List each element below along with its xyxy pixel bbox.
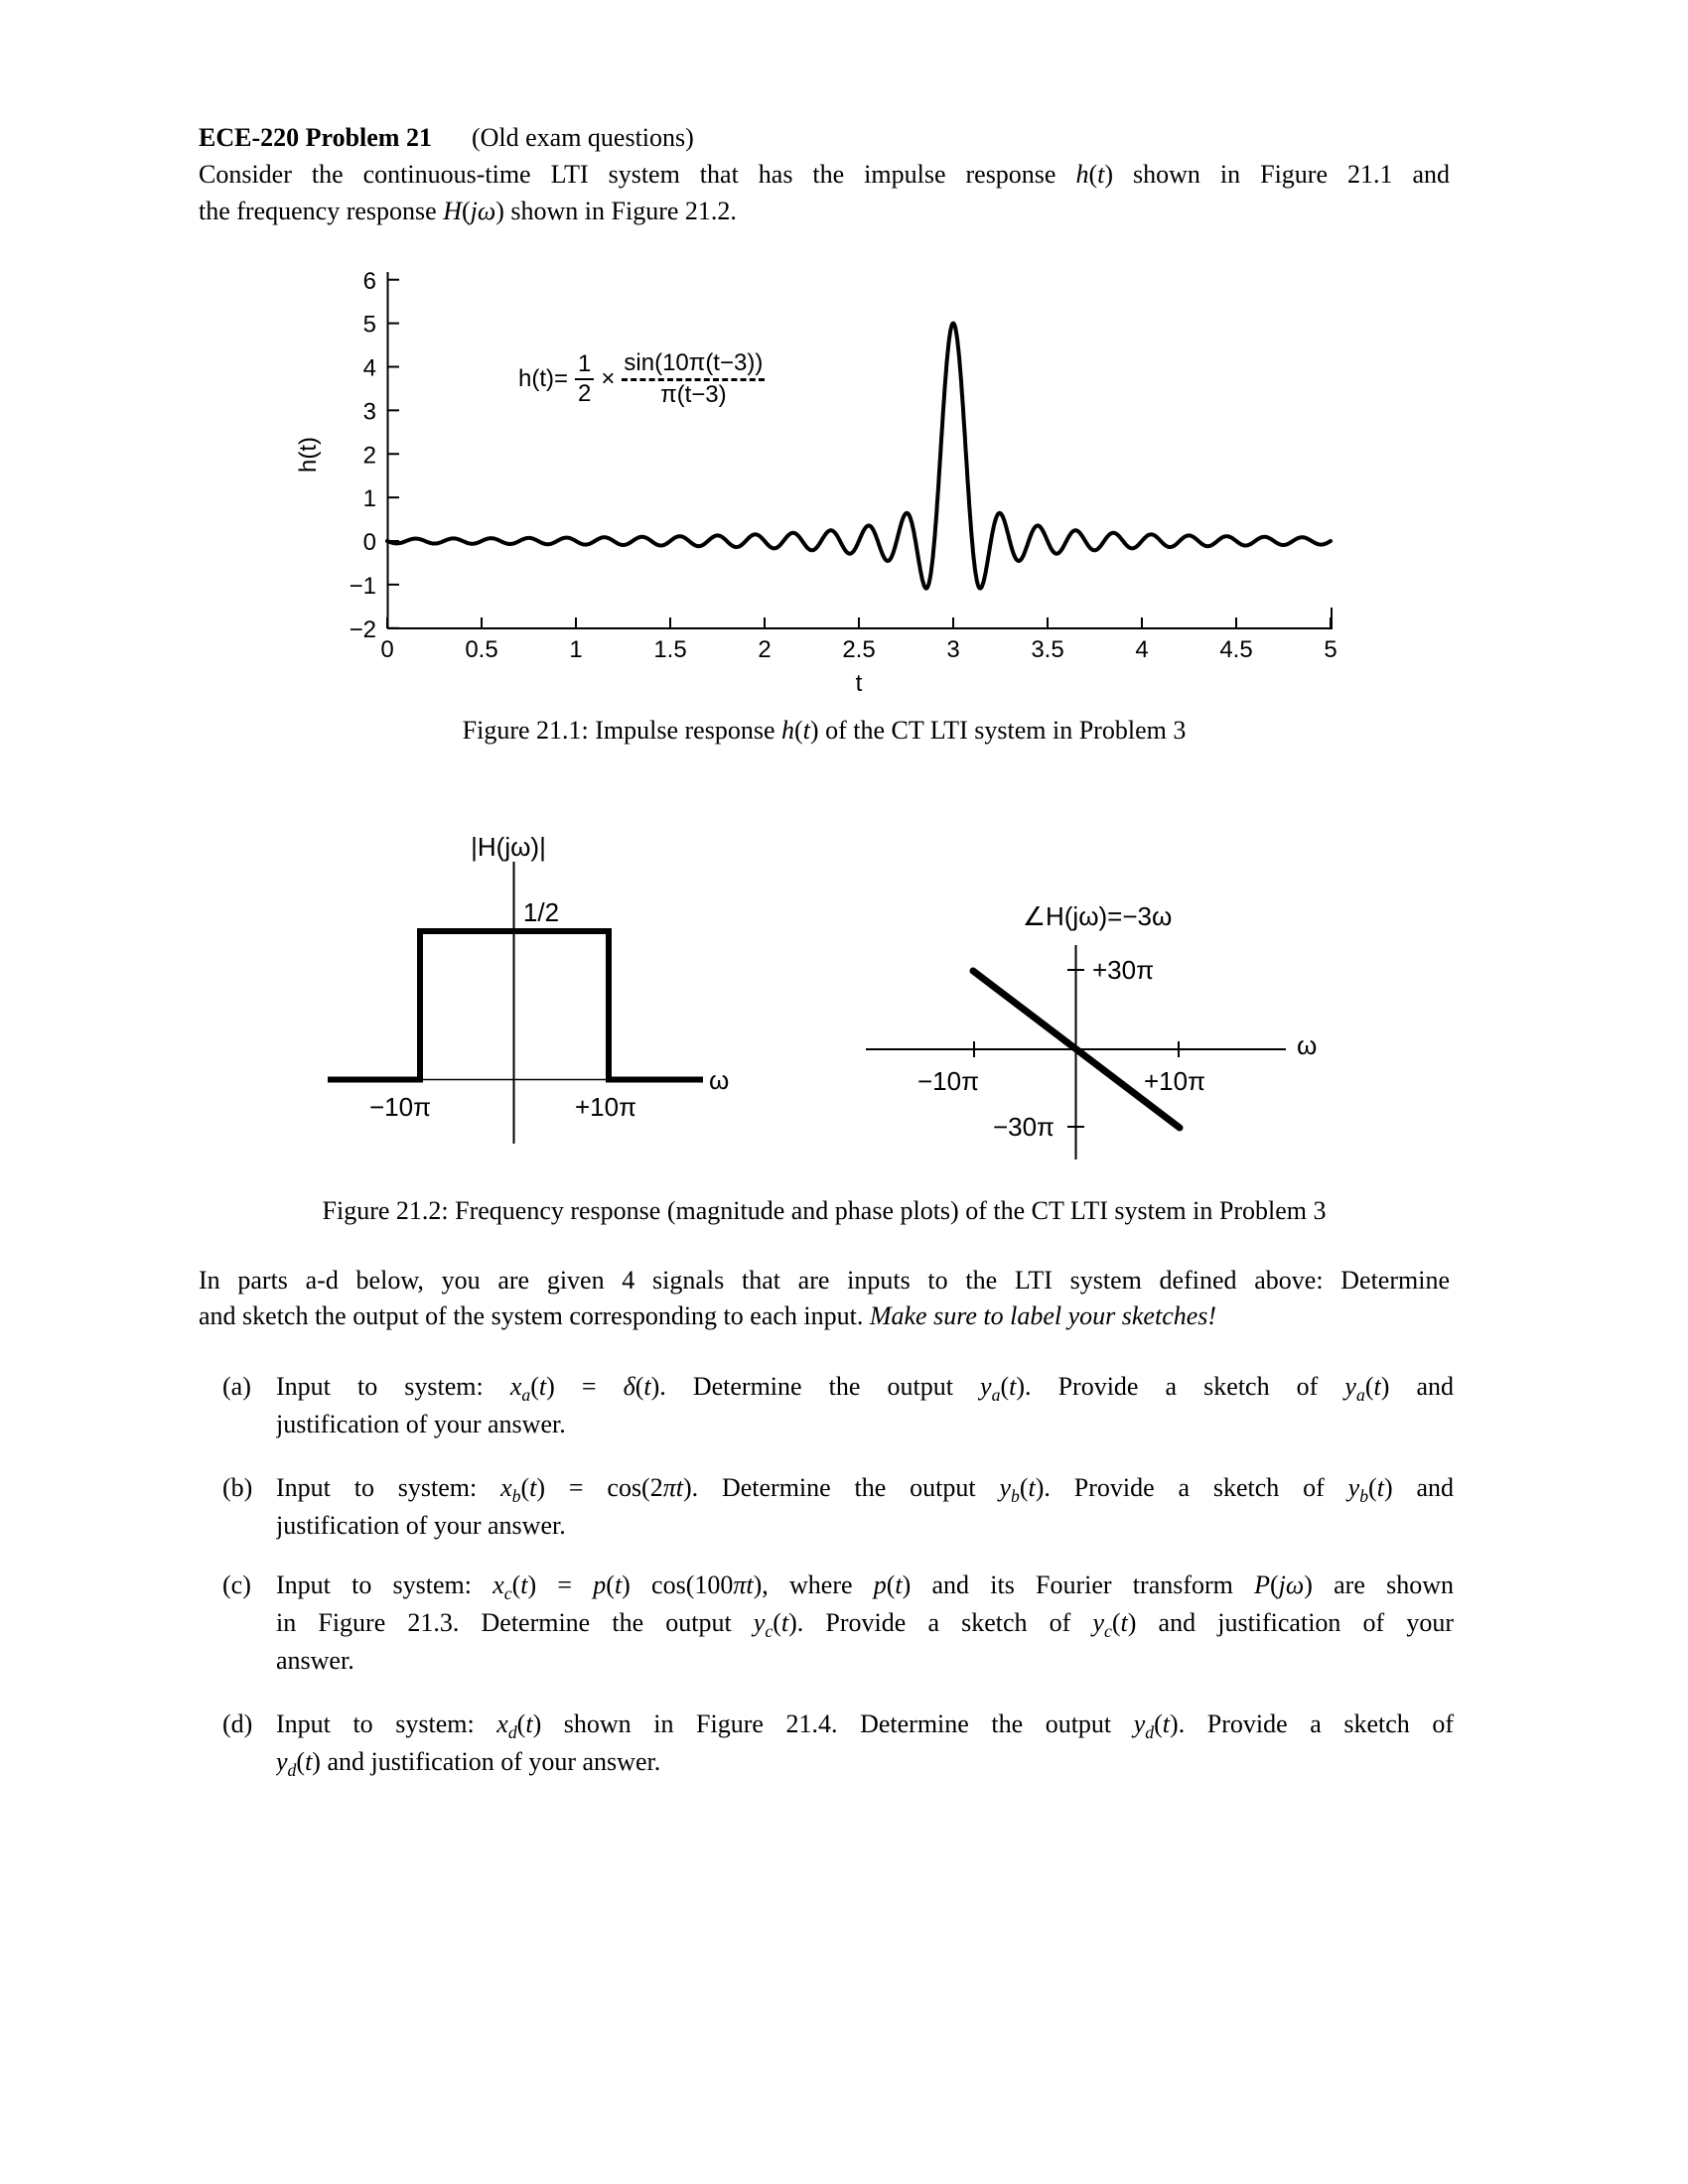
x-tick-label: 3.5 <box>1031 636 1064 663</box>
x-tick-label: 1.5 <box>653 636 687 663</box>
question-item-b <box>222 1469 1454 1545</box>
y-tick-label: 6 <box>362 267 376 295</box>
item-text-line: Input to system: $x_c(t) = p(t)$ cos(100πt), where p(t) and its Fourier transform P(jω) are shown <box>276 1570 1454 1604</box>
x-ticks <box>380 617 1336 663</box>
magnitude-curve <box>328 931 703 1080</box>
frequency-response-plots <box>298 832 1390 1179</box>
formula-lhs: h(t)= <box>518 365 569 392</box>
item-label: (a) <box>222 1372 251 1401</box>
figure2-caption: Figure 21.2: Frequency response (magnitude and phase plots) of the CT LTI system in Problem 3 <box>322 1196 1327 1225</box>
question-item-a <box>222 1368 1454 1443</box>
y-tick-label: 2 <box>362 442 376 470</box>
formula-times-sign: × <box>601 365 616 392</box>
formula-fraction-sinc: $\frac{\sin(10\pi(t-3))}{\pi(t-3)}$ <box>624 349 764 408</box>
cutoff-label-left: −10π <box>368 1092 432 1122</box>
figure1-caption: Figure 21.1: Impulse response h(t) of the CT LTI system in Problem 3 <box>462 716 1187 745</box>
question-item-c <box>222 1567 1454 1680</box>
cutoff-label-right: +10π <box>574 1092 637 1122</box>
y-ticks <box>350 268 399 643</box>
instructions-line: and sketch the output of the system corresponding to each input. Make sure to label your sketches! <box>199 1301 1217 1330</box>
omega-axis-label: ω <box>1297 1030 1318 1060</box>
phase-ytick-label: −30π <box>992 1112 1055 1142</box>
x-tick-label: 2.5 <box>842 636 876 663</box>
instructions-paragraph <box>199 1263 1450 1334</box>
intro-text-line: the frequency response H(jω) shown in Figure 21.2. <box>199 197 737 225</box>
phase-xtick-label: −10π <box>916 1066 980 1096</box>
passband-level-label: 1/2 <box>522 897 560 927</box>
y-tick-label: 1 <box>362 485 376 513</box>
item-label: (d) <box>222 1709 253 1738</box>
y-tick-label: −1 <box>349 572 376 600</box>
omega-axis-label: ω <box>709 1065 730 1095</box>
y-axis-label: h(t) <box>295 437 322 473</box>
phase-title: ∠H(jω)=−3ω <box>1022 901 1173 931</box>
instructions-line: In parts a-d below, you are given 4 signals that are inputs to the LTI system defined above: Determine <box>199 1266 1450 1295</box>
problem-title-note: (Old exam questions) <box>471 123 694 152</box>
item-text-line: Input to system: $x_b(t) = \cos(2\pi t)$. Determine the output $y_b(t)$. Provide a sketch of $y_b(t)$ and <box>276 1473 1454 1507</box>
x-tick-label: 0.5 <box>465 636 498 663</box>
y-tick-label: 3 <box>362 398 376 426</box>
impulse-formula <box>518 349 765 409</box>
item-text-line: $y_d(t)$ and justification of your answer. <box>276 1747 661 1781</box>
x-tick-label: 2 <box>758 636 772 663</box>
item-text-line: answer. <box>276 1646 354 1675</box>
item-text-line: Input to system: $x_d(t)$ shown in Figure 21.4. Determine the output $y_d(t)$. Provide a sketch of <box>276 1709 1454 1743</box>
problem-title <box>199 119 1450 156</box>
y-tick-label: 4 <box>362 354 376 382</box>
x-tick-label: 0 <box>380 636 394 663</box>
item-text-line: justification of your answer. <box>276 1410 566 1438</box>
y-tick-label: −2 <box>349 615 376 643</box>
x-tick-label: 4.5 <box>1219 636 1253 663</box>
y-tick-label: 0 <box>362 529 376 556</box>
item-label: (b) <box>222 1473 253 1502</box>
axes <box>387 272 1333 628</box>
y-tick-label: 5 <box>362 311 376 339</box>
question-item-d <box>222 1706 1454 1781</box>
x-tick-label: 1 <box>569 636 583 663</box>
x-tick-label: 5 <box>1324 636 1337 663</box>
item-text-line: justification of your answer. <box>276 1511 566 1540</box>
impulse-response-plot <box>278 189 1390 705</box>
x-axis-label: t <box>855 670 863 697</box>
problem-title-bold: ECE-220 Problem 21 <box>199 123 432 152</box>
x-tick-label: 3 <box>946 636 960 663</box>
magnitude-plot <box>328 832 729 1144</box>
phase-ytick-label: +30π <box>1092 955 1155 985</box>
phase-xtick-label: +10π <box>1143 1066 1206 1096</box>
intro-text-line: Consider the continuous-time LTI system that has the impulse response h(t) shown in Figure 21.1 and <box>199 160 1450 189</box>
phase-plot <box>866 901 1317 1160</box>
item-label: (c) <box>222 1570 251 1599</box>
formula-fraction-half: $\frac{1}{2}$ <box>575 350 594 408</box>
x-tick-label: 4 <box>1135 636 1149 663</box>
item-text-line: in Figure 21.3. Determine the output $y_c(t)$. Provide a sketch of $y_c(t)$ and justification of your <box>276 1608 1454 1642</box>
item-text-line: Input to system: $x_a(t) = \delta(t)$. Determine the output $y_a(t)$. Provide a sketch of $y_a(t)$ and <box>276 1372 1454 1406</box>
magnitude-title: |H(jω)| <box>471 832 546 862</box>
